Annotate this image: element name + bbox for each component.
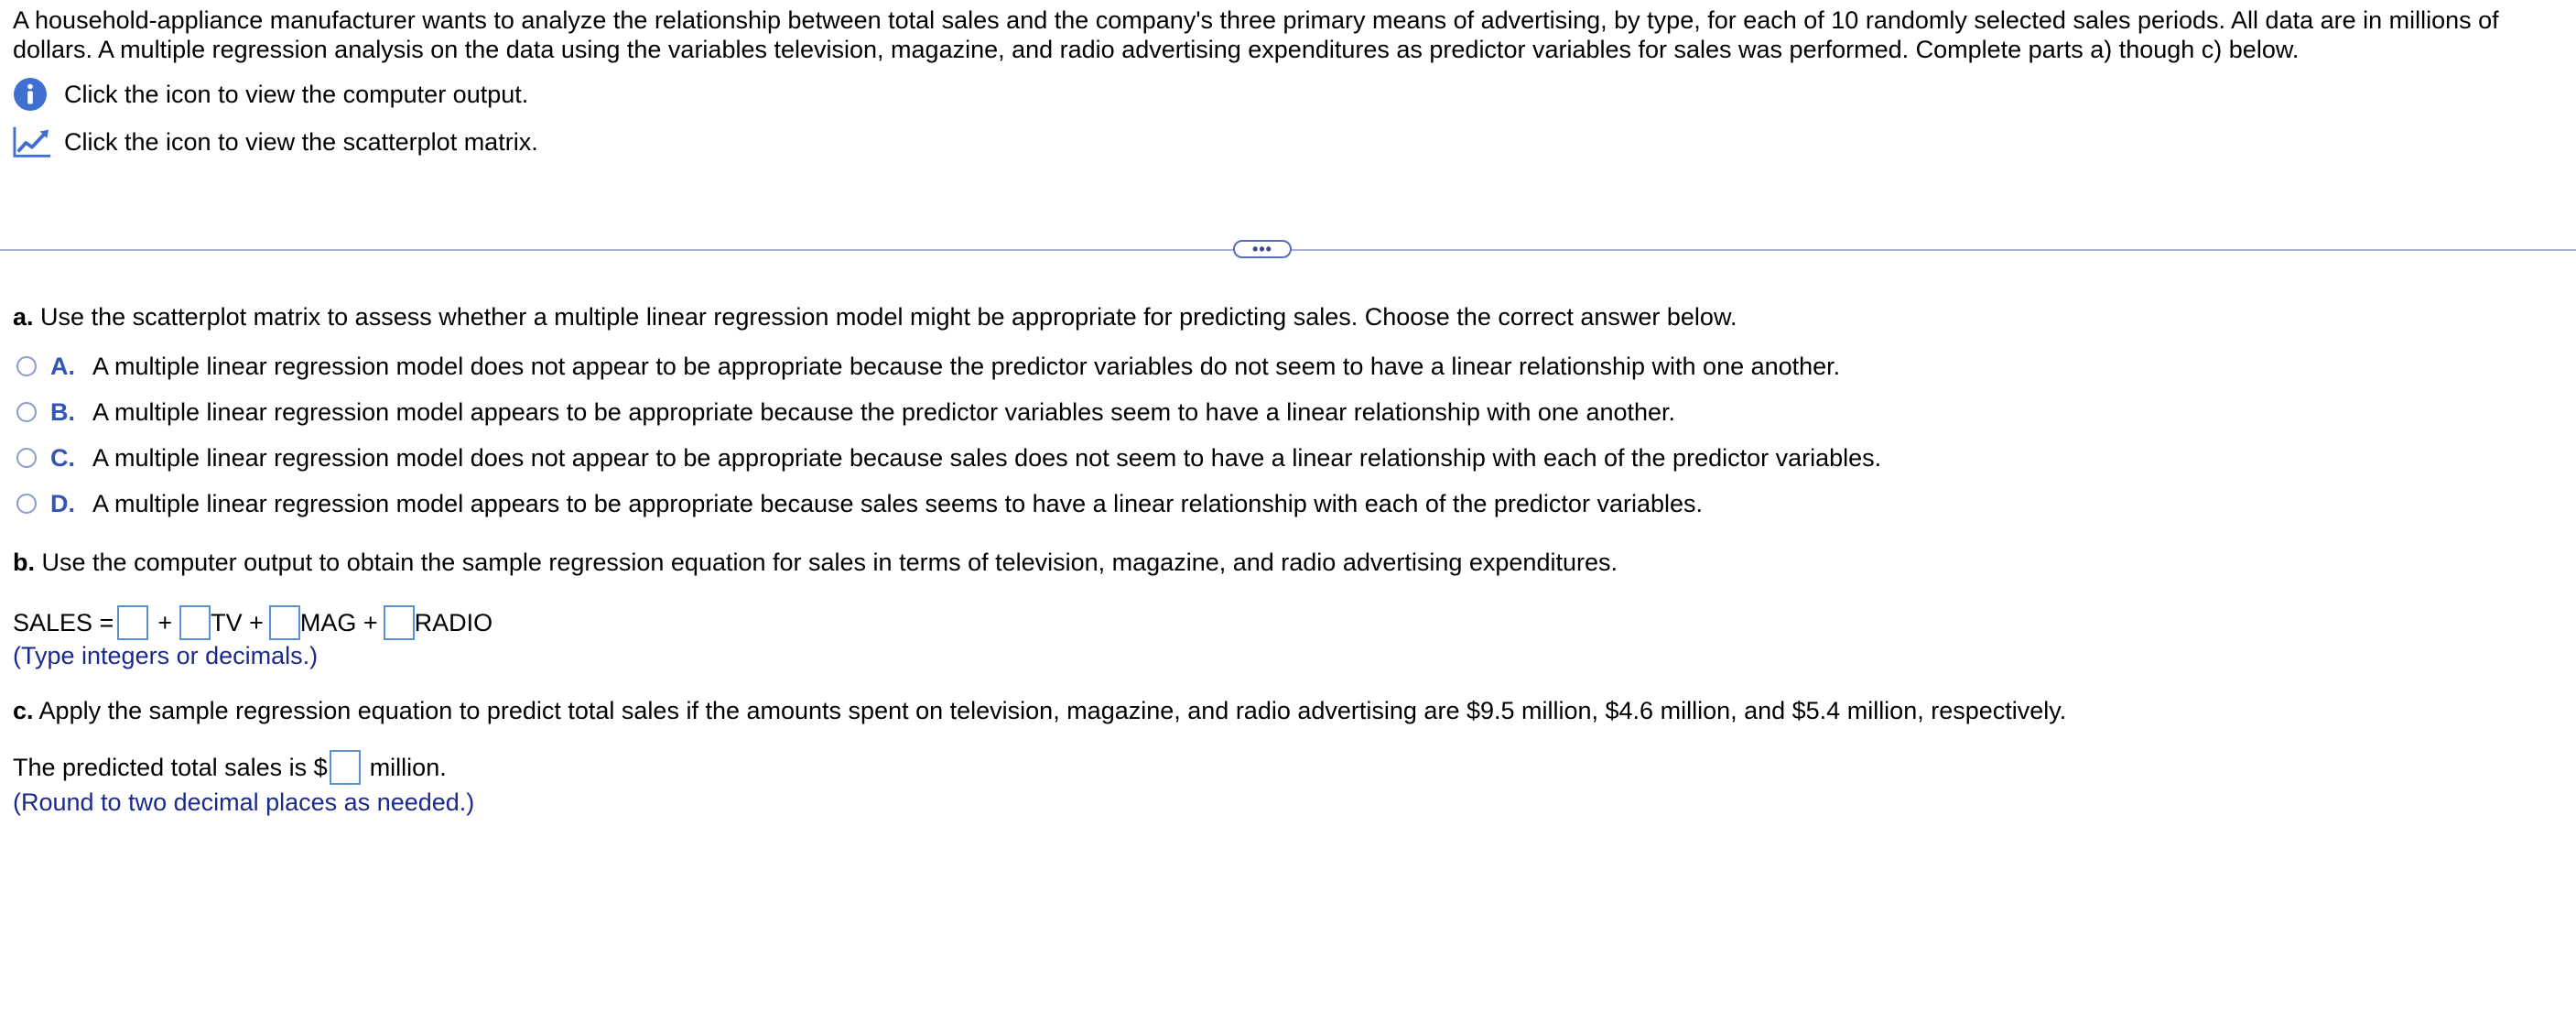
problem-statement: A household-appliance manufacturer wants to analyze the relationship between total sales and the company's three primary means of advertising, by type, for each of 10 randomly selected sales periods. All data are in millions of dollars. A multiple regression analysis on the data using the variables television, magazine, and radio advertising expenditures as predictor variables for sales was performed. Complete parts a) though c) below. bbox=[13, 6, 2499, 63]
eq-mag-label: MAG + bbox=[299, 609, 378, 636]
part-a-question bbox=[13, 302, 1737, 332]
radio-d[interactable] bbox=[16, 494, 37, 514]
part-c-hint: (Round to two decimal places as needed.) bbox=[13, 788, 475, 816]
choice-d-letter: D. bbox=[50, 490, 75, 517]
part-b-text: Use the computer output to obtain the sample regression equation for sales in terms of television, magazine, and radio advertising expenditures. bbox=[41, 549, 1618, 576]
regression-equation bbox=[13, 604, 492, 641]
scatterplot-matrix-text[interactable]: Click the icon to view the scatterplot matrix. bbox=[64, 128, 538, 156]
choice-c-text: A multiple linear regression model does not appear to be appropriate because sales does not seem to have a linear relationship with each of the predictor variables. bbox=[92, 444, 1882, 472]
part-c-text: Apply the sample regression equation to predict total sales if the amounts spent on television, magazine, and radio advertising are $9.5 million, $4.6 million, and $5.4 million, respectively. bbox=[38, 697, 2067, 724]
mag-coefficient-input[interactable] bbox=[269, 605, 300, 640]
eq-plus-label: + bbox=[157, 609, 173, 636]
radio-a[interactable] bbox=[16, 356, 37, 376]
expand-handle[interactable]: ••• bbox=[1233, 240, 1292, 258]
eq-radio-label: RADIO bbox=[414, 609, 493, 636]
radio-c[interactable] bbox=[16, 448, 37, 468]
prediction-sentence bbox=[13, 749, 447, 786]
predicted-sales-input[interactable] bbox=[330, 750, 361, 785]
part-c-label: c. bbox=[13, 697, 34, 724]
choice-a-text: A multiple linear regression model does not appear to be appropriate because the predictor variables do not seem to have a linear relationship with one another. bbox=[92, 353, 1841, 380]
choice-b[interactable] bbox=[16, 397, 1675, 427]
choice-a[interactable] bbox=[16, 352, 1840, 381]
intercept-input[interactable] bbox=[117, 605, 148, 640]
part-b-hint: (Type integers or decimals.) bbox=[13, 642, 319, 669]
tv-coefficient-input[interactable] bbox=[179, 605, 211, 640]
choice-b-letter: B. bbox=[50, 398, 75, 426]
computer-output-link[interactable] bbox=[13, 77, 528, 112]
choice-b-text: A multiple linear regression model appears to be appropriate because the predictor variables seem to have a linear relationship with one another. bbox=[92, 398, 1676, 426]
part-a-text: Use the scatterplot matrix to assess whether a multiple linear regression model might be appropriate for predicting sales. Choose the correct answer below. bbox=[40, 303, 1737, 331]
eq-sales-label: SALES = bbox=[13, 609, 114, 636]
eq-tv-label: TV + bbox=[211, 609, 264, 636]
radio-b[interactable] bbox=[16, 402, 37, 422]
scatterplot-icon[interactable] bbox=[13, 125, 51, 159]
part-a-label: a. bbox=[13, 303, 34, 331]
choice-d[interactable] bbox=[16, 489, 1703, 518]
scatterplot-matrix-link[interactable] bbox=[13, 125, 538, 159]
choice-d-text: A multiple linear regression model appears to be appropriate because sales seems to have a linear relationship with each of the predictor variables. bbox=[92, 490, 1703, 517]
radio-coefficient-input[interactable] bbox=[384, 605, 415, 640]
info-icon[interactable] bbox=[13, 77, 51, 112]
part-c-question bbox=[13, 696, 2066, 725]
pred-suffix: million. bbox=[369, 754, 447, 781]
choice-a-letter: A. bbox=[50, 353, 75, 380]
computer-output-text[interactable]: Click the icon to view the computer output. bbox=[64, 81, 529, 108]
pred-prefix: The predicted total sales is $ bbox=[13, 754, 328, 781]
part-b-question bbox=[13, 548, 1618, 577]
part-b-label: b. bbox=[13, 549, 35, 576]
choice-c[interactable] bbox=[16, 443, 1881, 473]
choice-c-letter: C. bbox=[50, 444, 75, 472]
